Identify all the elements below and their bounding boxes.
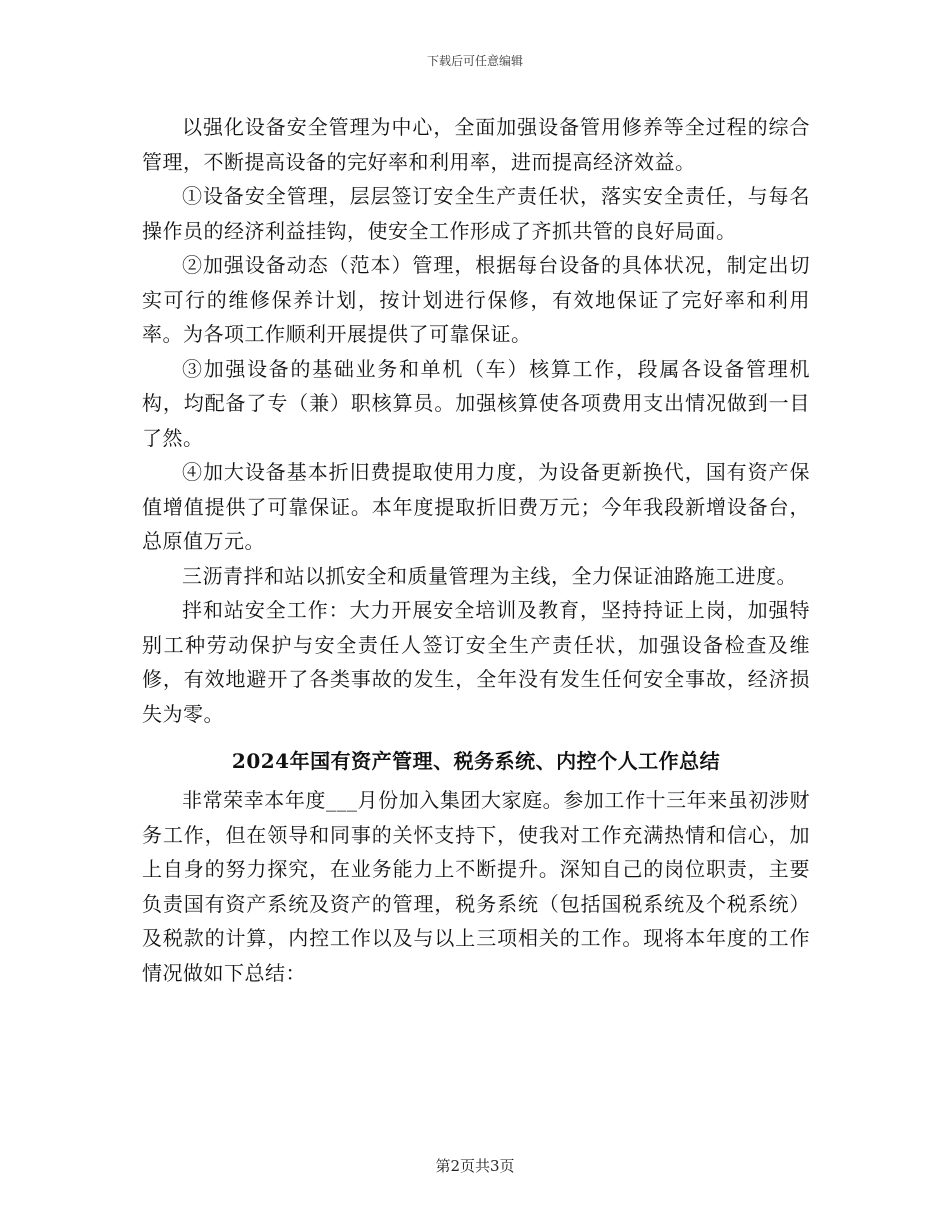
- section-title: 2024年国有资产管理、税务系统、内控个人工作总结: [231, 749, 721, 773]
- paragraph-item-2: ②加强设备动态（范本）管理，根据每台设备的具体状况，制定出切实可行的维修保养计划，按计划进行保修，有效地保证了完好率和利用率。为各项工作顺利开展提供了可靠保证。: [142, 253, 810, 346]
- paragraph-summary-intro: 非常荣幸本年度___月份加入集团大家庭。参加工作十三年来虽初涉财务工作，但在领导和同事的关怀支持下，使我对工作充满热情和信心，加上自身的努力探究，在业务能力上不断提升。深知自己的岗位职责，主要负责国有资产系统及资产的管理，税务系统（包括国税系统及个税系统）及税款的计算，内控工作以及与以上三项相关的工作。现将本年度的工作情况做如下总结：: [142, 788, 810, 985]
- paragraph-item-1: ①设备安全管理，层层签订安全生产责任状，落实安全责任，与每名操作员的经济利益挂钩，使安全工作形成了齐抓共管的良好局面。: [142, 184, 810, 243]
- paragraph-asphalt-station: 三沥青拌和站以抓安全和质量管理为主线，全力保证油路施工进度。: [182, 563, 797, 588]
- document-body: [142, 110, 810, 990]
- page-header: 下载后可任意编辑: [426, 54, 523, 68]
- page-footer: 第2页共3页: [435, 1157, 515, 1175]
- paragraph-item-4: ④加大设备基本折旧费提取使用力度，为设备更新换代，国有资产保值增值提供了可靠保证。本年度提取折旧费万元；今年我段新增设备台，总原值万元。: [142, 460, 810, 553]
- paragraph-item-3: ③加强设备的基础业务和单机（车）核算工作，段属各设备管理机构，均配备了专（兼）职核算员。加强核算使各项费用支出情况做到一目了然。: [142, 356, 810, 450]
- paragraph-station-safety: 拌和站安全工作：大力开展安全培训及教育，坚持持证上岗，加强特别工种劳动保护与安全责任人签订安全生产责任状，加强设备检查及维修，有效地避开了各类事故的发生，全年没有发生任何安全事故，经济损失为零。: [142, 598, 810, 726]
- paragraph-intro: 以强化设备安全管理为中心，全面加强设备管用修养等全过程的综合管理，不断提高设备的完好率和利用率，进而提高经济效益。: [142, 115, 810, 174]
